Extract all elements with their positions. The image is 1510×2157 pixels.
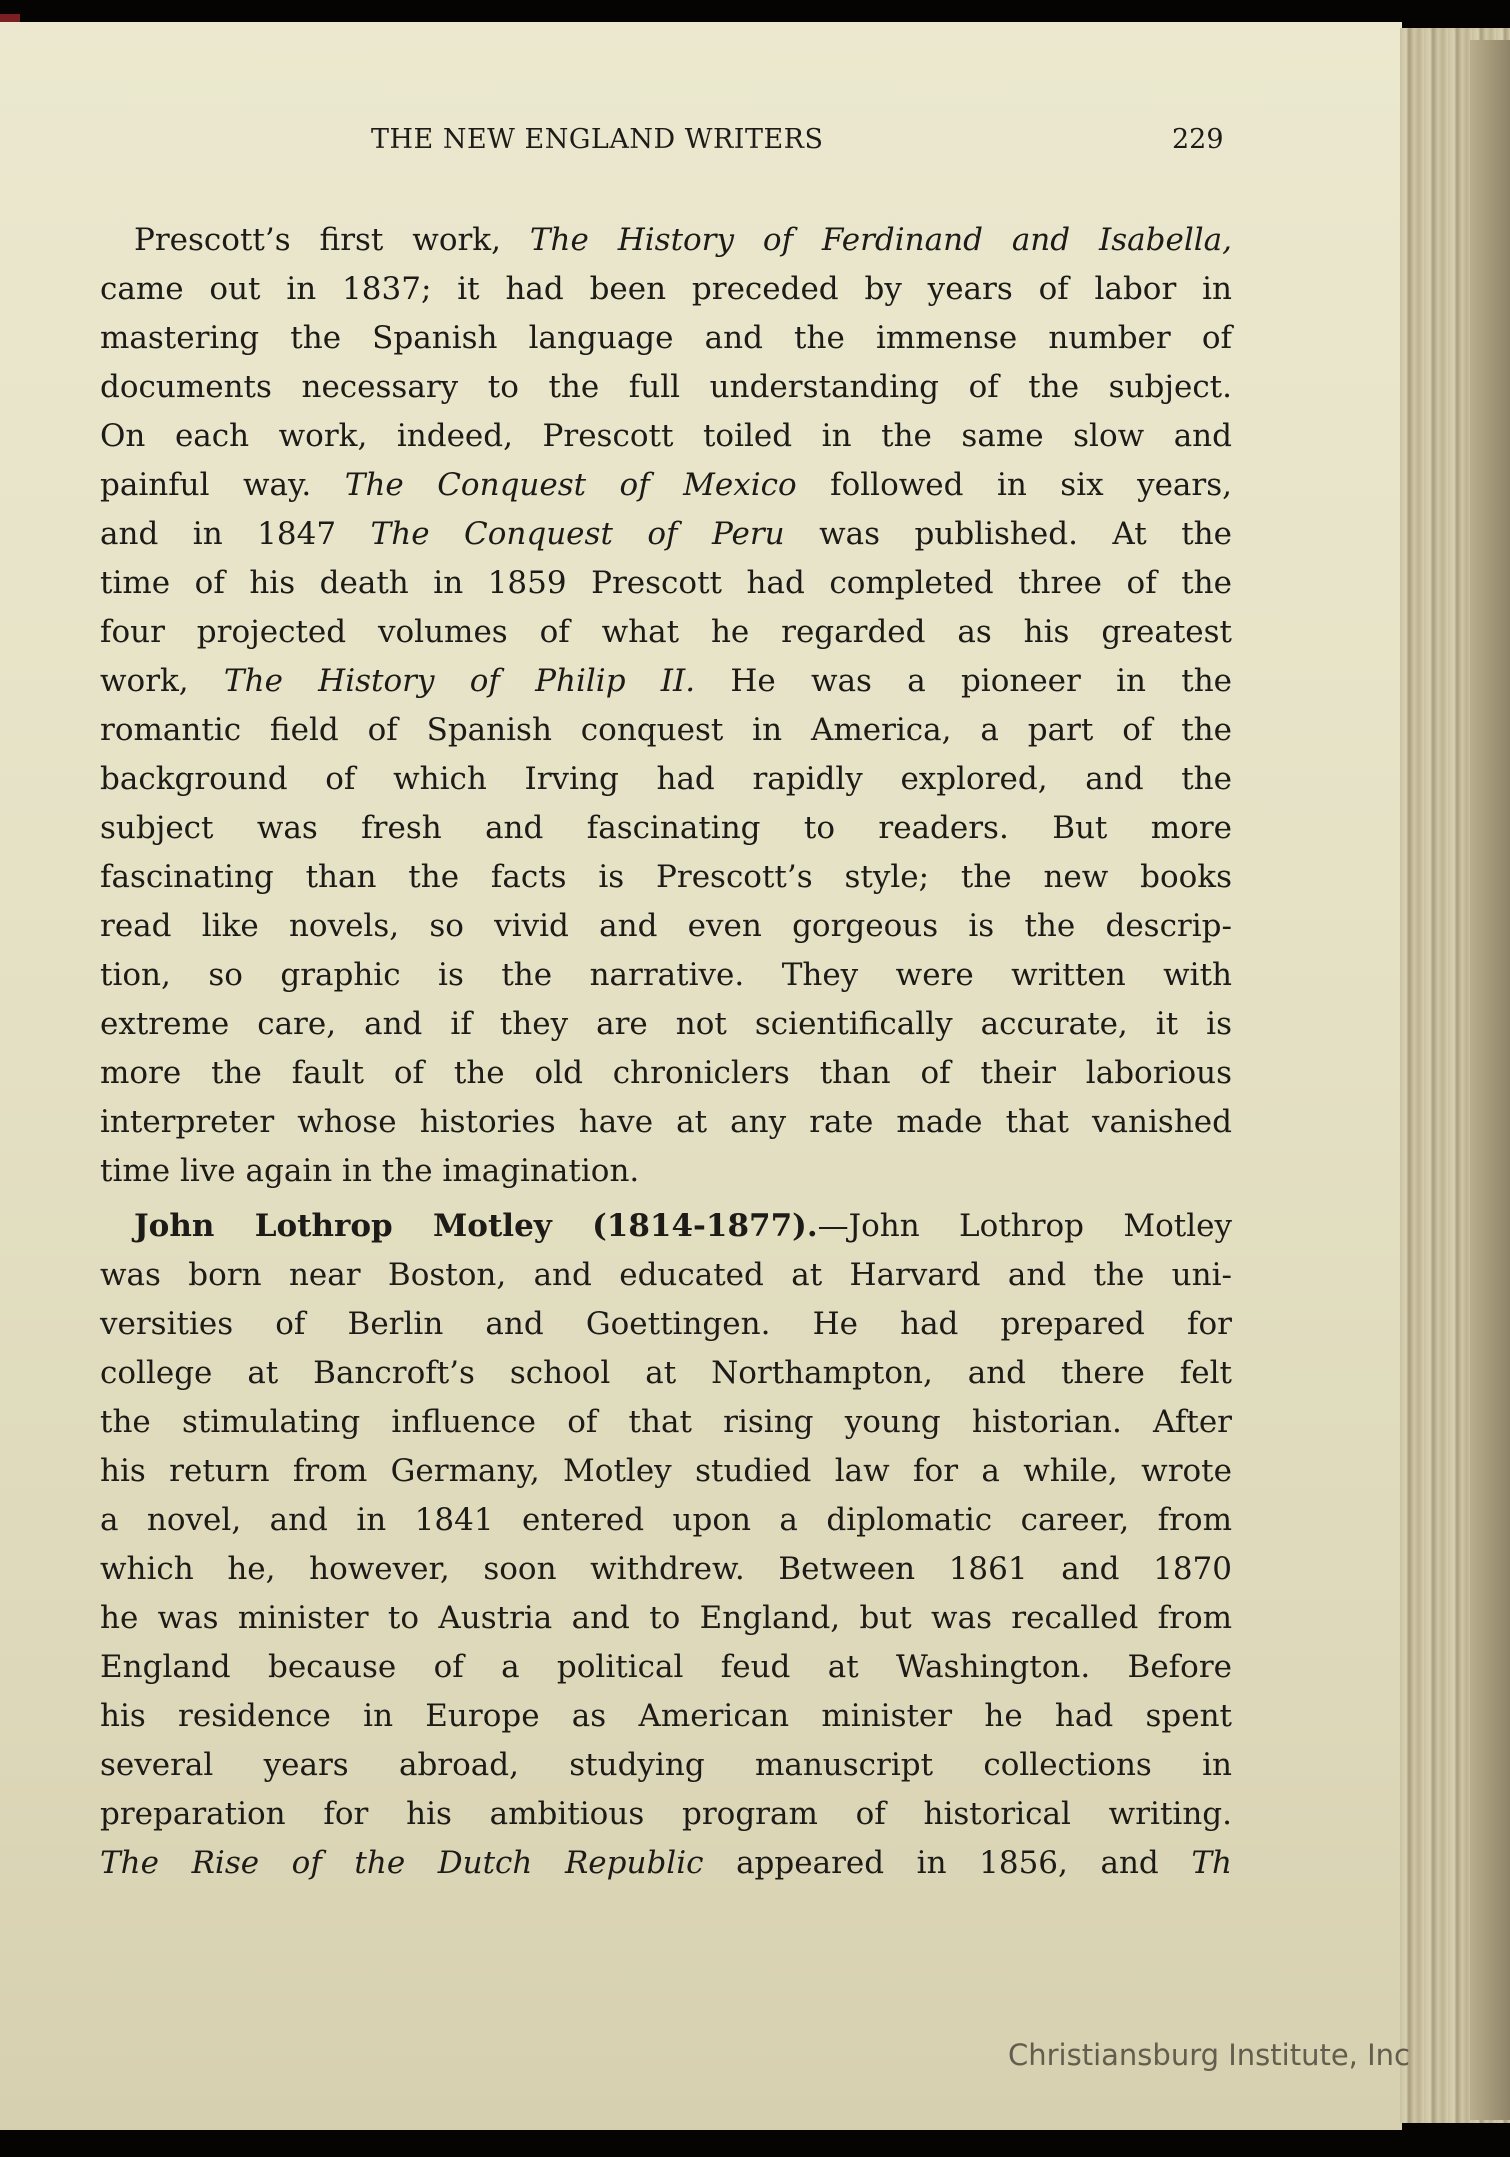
paragraph xyxy=(100,1202,1232,1888)
text-line xyxy=(100,1741,1232,1790)
text-segment: tion, so graphic is the narrative. They were written with xyxy=(100,957,1232,993)
text-segment: subject was fresh and fascinating to readers. But more xyxy=(100,810,1232,846)
page-body xyxy=(100,216,1232,1888)
text-segment: fascinating than the facts is Prescott’s style; the new books xyxy=(100,859,1232,895)
text-line xyxy=(100,1839,1232,1888)
text-segment: versities of Berlin and Goettingen. He had prepared for xyxy=(100,1306,1232,1342)
running-title: THE NEW ENGLAND WRITERS xyxy=(371,124,824,155)
text-segment: and in 1847 xyxy=(100,516,371,552)
text-line xyxy=(100,1049,1232,1098)
text-line xyxy=(100,363,1232,412)
text-segment: was published. At the xyxy=(784,516,1232,552)
text-line xyxy=(100,1496,1232,1545)
text-segment: came out in 1837; it had been preceded by years of labor in xyxy=(100,271,1232,307)
text-segment: work, xyxy=(100,663,224,699)
text-line xyxy=(100,1594,1232,1643)
text-line xyxy=(100,1000,1232,1049)
text-segment: his residence in Europe as American minister he had spent xyxy=(100,1698,1232,1734)
text-line xyxy=(100,1790,1232,1839)
text-line xyxy=(100,510,1232,559)
text-segment: appeared in 1856, and xyxy=(703,1845,1192,1881)
text-segment: On each work, indeed, Prescott toiled in the same slow and xyxy=(100,418,1232,454)
text-segment: background of which Irving had rapidly explored, and the xyxy=(100,761,1232,797)
text-segment: documents necessary to the full understanding of the subject. xyxy=(100,369,1232,405)
text-segment: romantic field of Spanish conquest in America, a part of the xyxy=(100,712,1232,748)
text-segment: he was minister to Austria and to England, but was recalled from xyxy=(100,1600,1232,1636)
text-segment: time of his death in 1859 Prescott had completed three of the xyxy=(100,565,1232,601)
text-segment: —John Lothrop Motley xyxy=(817,1208,1232,1244)
text-line xyxy=(100,804,1232,853)
book-edge xyxy=(1470,40,1510,2120)
italic-title: The Conquest of Mexico xyxy=(344,467,797,503)
text-line xyxy=(100,853,1232,902)
italic-title: The Rise of the Dutch Republic xyxy=(100,1845,704,1881)
text-line xyxy=(100,608,1232,657)
text-segment: college at Bancroft’s school at Northampton, and there felt xyxy=(100,1355,1232,1391)
text-line xyxy=(100,461,1232,510)
text-segment: his return from Germany, Motley studied law for a while, wrote xyxy=(100,1453,1232,1489)
text-line xyxy=(100,1202,1232,1251)
text-line xyxy=(100,755,1232,804)
text-segment: England because of a political feud at Washington. Before xyxy=(100,1649,1232,1685)
text-line xyxy=(100,1398,1232,1447)
text-segment: the stimulating influence of that rising young historian. After xyxy=(100,1404,1232,1440)
text-line xyxy=(100,1098,1232,1147)
text-line xyxy=(100,706,1232,755)
text-line xyxy=(100,1643,1232,1692)
text-line xyxy=(100,1349,1232,1398)
text-segment: Prescott’s first work, xyxy=(134,222,530,258)
text-segment: more the fault of the old chroniclers than of their laborious xyxy=(100,1055,1232,1091)
text-segment: which he, however, soon withdrew. Between 1861 and 1870 xyxy=(100,1551,1232,1587)
text-line xyxy=(100,314,1232,363)
italic-title: The History of Ferdinand and Isabella, xyxy=(529,222,1232,258)
text-line xyxy=(100,265,1232,314)
text-line xyxy=(100,951,1232,1000)
text-segment: painful way. xyxy=(100,467,345,503)
italic-title: Th xyxy=(1191,1845,1232,1881)
text-segment: read like novels, so vivid and even gorgeous is the descrip- xyxy=(100,908,1232,944)
text-line xyxy=(100,1447,1232,1496)
text-segment: several years abroad, studying manuscript collections in xyxy=(100,1747,1232,1783)
text-line xyxy=(100,1251,1232,1300)
text-line xyxy=(100,1147,1232,1196)
text-line xyxy=(100,902,1232,951)
bold-heading: John Lothrop Motley (1814-1877). xyxy=(134,1208,818,1244)
text-line xyxy=(100,216,1232,265)
text-segment: mastering the Spanish language and the immense number of xyxy=(100,320,1232,356)
text-segment: interpreter whose histories have at any rate made that vanished xyxy=(100,1104,1232,1140)
text-line xyxy=(100,559,1232,608)
text-segment: a novel, and in 1841 entered upon a diplomatic career, from xyxy=(100,1502,1232,1538)
text-segment: He was a pioneer in the xyxy=(695,663,1233,699)
watermark: Christiansburg Institute, Inc xyxy=(1008,2038,1410,2072)
italic-title: The Conquest of Peru xyxy=(370,516,785,552)
italic-title: The History of Philip II. xyxy=(223,663,696,699)
text-line xyxy=(100,657,1232,706)
text-segment: time live again in the imagination. xyxy=(100,1153,640,1189)
text-segment: preparation for his ambitious program of historical writing. xyxy=(100,1796,1232,1832)
text-line xyxy=(100,1545,1232,1594)
text-segment: followed in six years, xyxy=(796,467,1232,503)
page-number: 229 xyxy=(1172,124,1224,155)
text-line xyxy=(100,1692,1232,1741)
text-line xyxy=(100,412,1232,461)
text-segment: four projected volumes of what he regarded as his greatest xyxy=(100,614,1232,650)
text-segment: extreme care, and if they are not scientifically accurate, it is xyxy=(100,1006,1232,1042)
text-line xyxy=(100,1300,1232,1349)
paragraph xyxy=(100,216,1232,1196)
text-segment: was born near Boston, and educated at Harvard and the uni- xyxy=(100,1257,1232,1293)
